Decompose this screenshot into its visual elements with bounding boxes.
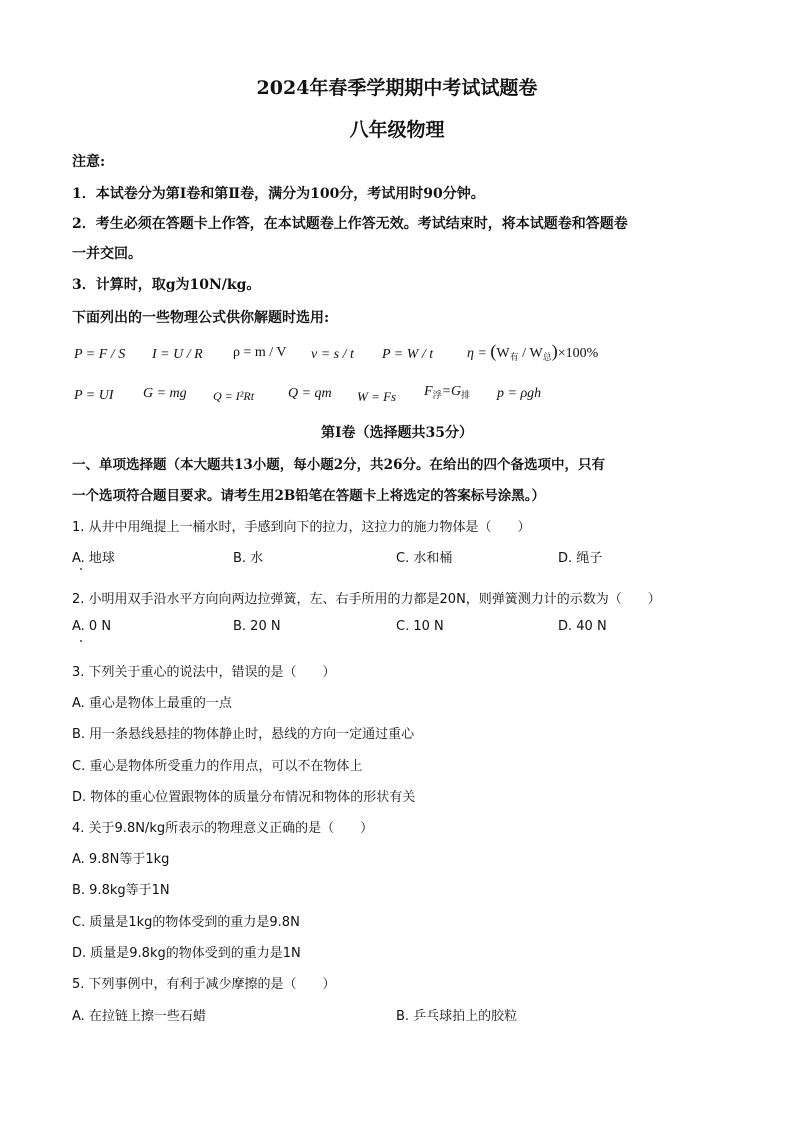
exam-title: 2024年春季学期期中考试试题卷 — [256, 77, 538, 99]
formula-joule: Q = I²Rt — [213, 389, 255, 403]
formula-liquid-pressure: p = ρgh — [497, 386, 542, 401]
efficiency-tail: ×100% — [557, 346, 599, 361]
question-2-stem: 2. 小明用双手沿水平方向向两边拉弹簧，左、右手所用的力都是20N，则弹簧测力计的示数为（ ） — [72, 592, 661, 607]
question-5-option-b: B. 乒乓球拍上的胶粒 — [396, 1009, 518, 1024]
question-3-stem: 3. 下列关于重心的说法中，错误的是（ ） — [72, 665, 336, 680]
efficiency-w-useful-sub: 有 — [509, 352, 519, 362]
question-3-option-d: D. 物体的重心位置跟物体的质量分布情况和物体的形状有关 — [72, 790, 416, 805]
buoyancy-f: F — [424, 384, 433, 399]
formula-work: W = Fs — [357, 389, 397, 404]
question-1-option-c: C. 水和桶 — [396, 551, 453, 566]
efficiency-slash: / — [518, 346, 530, 361]
question-4-option-d: D. 质量是9.8kg的物体受到的重力是1N — [72, 946, 301, 961]
buoyancy-f-sub: 浮 — [432, 390, 442, 400]
question-1-option-a: A. 地球 — [72, 551, 115, 566]
notice-item-2: 2．考生必须在答题卡上作答，在本试题卷上作答无效。考试结束时，将本试题卷和答题卷 — [72, 216, 628, 232]
formula-intro: 下面列出的一些物理公式供你解题时选用: — [72, 310, 330, 326]
option-marker — [80, 568, 82, 570]
notice-heading: 注意: — [72, 154, 106, 170]
efficiency-w-total-sub: 总 — [542, 352, 552, 362]
question-4-option-c: C. 质量是1kg的物体受到的重力是9.8N — [72, 915, 300, 930]
section-title: 第Ⅰ卷（选择题共35分） — [320, 425, 474, 441]
formula-gravity: G = mg — [143, 386, 187, 401]
option-marker — [80, 640, 82, 642]
question-4-stem: 4. 关于9.8N/kg所表示的物理意义正确的是（ ） — [72, 821, 374, 836]
section-instruction-1: 一、单项选择题（本大题共13小题，每小题2分，共26分。在给出的四个备选项中，只有 — [72, 457, 605, 473]
formula-power: P = W / t — [382, 347, 434, 362]
efficiency-close-paren: ) — [551, 341, 558, 361]
notice-item-1: 1．本试卷分为第Ⅰ卷和第Ⅱ卷，满分为100分，考试用时90分钟。 — [72, 186, 485, 202]
exam-subtitle: 八年级物理 — [349, 119, 445, 141]
question-4-option-b: B. 9.8kg等于1N — [72, 883, 170, 898]
formula-efficiency — [467, 341, 598, 362]
question-1-option-b: B. 水 — [233, 551, 264, 566]
formula-pressure: P = F / S — [74, 347, 126, 362]
section-instruction-2: 一个选项符合题目要求。请考生用2B铅笔在答题卡上将选定的答案标号涂黑。） — [72, 488, 546, 504]
formula-heat: Q = qm — [288, 386, 332, 401]
efficiency-w-total: W — [529, 346, 543, 361]
question-2-option-c: C. 10 N — [396, 619, 444, 634]
question-3-option-c: C. 重心是物体所受重力的作用点，可以不在物体上 — [72, 759, 363, 774]
question-2-option-a: A. 0 N — [72, 619, 112, 634]
formula-electric-power: P = UI — [74, 388, 114, 403]
efficiency-eta: η = — [467, 346, 487, 361]
question-5-stem: 5. 下列事例中，有利于减少摩擦的是（ ） — [72, 977, 336, 992]
question-3-option-b: B. 用一条悬线悬挂的物体静止时，悬线的方向一定通过重心 — [72, 727, 415, 742]
question-1-option-d: D. 绳子 — [558, 551, 603, 566]
buoyancy-g-sub: 排 — [461, 390, 471, 400]
question-2-option-d: D. 40 N — [558, 619, 607, 634]
notice-item-2-cont: 一并交回。 — [72, 246, 142, 262]
efficiency-open-paren: ( — [490, 341, 497, 361]
formula-density: ρ = m / V — [233, 345, 287, 360]
question-5-option-a: A. 在拉链上擦一些石蜡 — [72, 1009, 206, 1024]
formula-speed: v = s / t — [311, 347, 354, 362]
question-4-option-a: A. 9.8N等于1kg — [72, 852, 170, 867]
question-1-stem: 1. 从井中用绳提上一桶水时，手感到向下的拉力，这拉力的施力物体是（ ） — [72, 520, 531, 535]
notice-item-3: 3．计算时，取g为10N/kg。 — [72, 277, 261, 293]
question-2-option-b: B. 20 N — [233, 619, 281, 634]
formula-ohm: I = U / R — [152, 347, 203, 362]
formula-buoyancy — [424, 384, 470, 400]
buoyancy-eq: =G — [441, 384, 462, 399]
efficiency-w-useful: W — [496, 346, 510, 361]
question-3-option-a: A. 重心是物体上最重的一点 — [72, 696, 232, 711]
